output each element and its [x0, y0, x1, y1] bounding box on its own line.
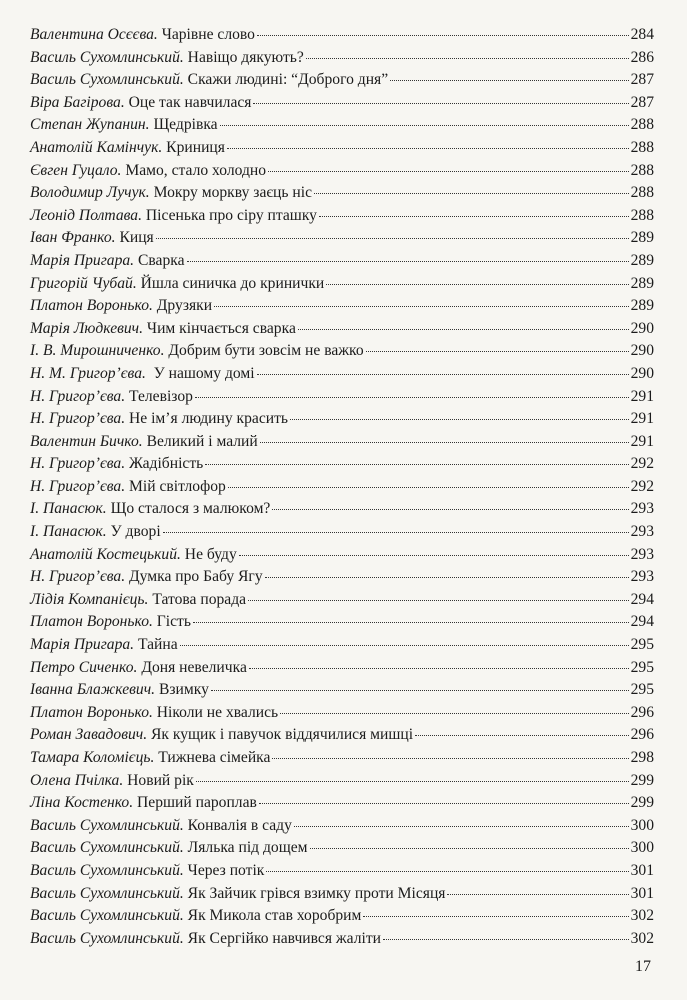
- toc-entry: [30, 657, 654, 680]
- entry-author: Роман Завадович.: [30, 726, 148, 744]
- toc-entry: [30, 476, 654, 499]
- entry-author: Н. Григор’єва.: [30, 387, 126, 405]
- entry-page-number: 288: [630, 138, 654, 156]
- dot-leader: [249, 668, 629, 669]
- entry-author: Валентина Осєєва.: [30, 26, 158, 43]
- dot-leader: [266, 871, 628, 872]
- entry-author: Олена Пчілка.: [30, 771, 124, 789]
- entry-title: Чарівне слово: [157, 26, 255, 43]
- entry-page-number: 295: [630, 636, 654, 654]
- dot-leader: [214, 306, 629, 307]
- entry-author: Євген Гуцало.: [30, 161, 122, 179]
- toc-entry: [30, 566, 654, 589]
- dot-leader: [272, 509, 628, 510]
- entry-title: Конвалія в саду: [183, 816, 292, 834]
- entry-page-number: 291: [630, 410, 654, 428]
- entry-author: Лідія Компанієць.: [30, 590, 149, 608]
- entry-title: Що сталося з малюком?: [106, 500, 271, 518]
- entry-page-number: 302: [630, 907, 654, 925]
- entry-title: Тайна: [134, 636, 178, 654]
- toc-entry: [30, 408, 654, 431]
- entry-page-number: 296: [630, 703, 654, 721]
- entry-author: Іванна Блажкевич.: [30, 681, 156, 699]
- entry-page-number: 288: [630, 116, 654, 134]
- entry-title: Лялька під дощем: [183, 839, 308, 857]
- entry-author: Василь Сухомлинський.: [30, 907, 184, 925]
- entry-title: Великий і малий: [142, 432, 258, 450]
- toc-entry: [30, 205, 654, 228]
- entry-title: Тижнева сімейка: [154, 749, 271, 766]
- entry-title: Не ім’я людину красить: [125, 410, 289, 428]
- entry-author: Н. Григор’єва.: [30, 568, 126, 586]
- dot-leader: [253, 103, 628, 104]
- toc-entry: [30, 137, 654, 160]
- toc-entry: [30, 24, 654, 47]
- toc-entry: [30, 679, 654, 702]
- toc-entry: [30, 589, 654, 612]
- toc-entry: [30, 160, 654, 183]
- entry-author: Іван Франко.: [30, 229, 116, 247]
- toc-entry: [30, 227, 654, 250]
- toc-entry: [30, 250, 654, 273]
- entry-title: Пісенька про сіру пташку: [142, 206, 317, 224]
- entry-author: Василь Сухомлинський.: [30, 816, 184, 834]
- entry-title: Жадібність: [125, 455, 204, 473]
- entry-page-number: 293: [630, 523, 654, 541]
- entry-page-number: 291: [630, 432, 654, 450]
- toc-entry: [30, 318, 654, 341]
- toc-entry: [30, 724, 654, 747]
- entry-page-number: 299: [630, 794, 654, 812]
- dot-leader: [193, 622, 629, 623]
- toc-entry: [30, 295, 654, 318]
- dot-leader: [415, 735, 629, 736]
- dot-leader: [205, 464, 628, 465]
- toc-entry: [30, 905, 654, 928]
- dot-leader: [363, 916, 628, 917]
- dot-leader: [259, 803, 629, 804]
- entry-author: І. Панасюк.: [30, 500, 107, 518]
- entry-page-number: 288: [630, 161, 654, 179]
- entry-page-number: 288: [630, 184, 654, 202]
- entry-author: Василь Сухомлинський.: [30, 861, 184, 879]
- entry-page-number: 301: [630, 861, 654, 879]
- entry-page-number: 293: [630, 500, 654, 518]
- entry-page-number: 295: [630, 658, 654, 676]
- toc-entry: [30, 273, 654, 296]
- entry-author: Василь Сухомлинський.: [30, 839, 184, 857]
- dot-leader: [298, 329, 629, 330]
- entry-author: І. В. Мирошниченко.: [30, 342, 165, 360]
- entry-author: Ліна Костенко.: [30, 794, 134, 812]
- entry-author: Леонід Полтава.: [30, 206, 143, 224]
- dot-leader: [268, 171, 629, 172]
- entry-title: Доня невеличка: [137, 658, 247, 676]
- entry-author: Платон Воронько.: [30, 613, 153, 631]
- dot-leader: [280, 713, 628, 714]
- entry-title: Татова порада: [148, 590, 247, 608]
- entry-author: Володимир Лучук.: [30, 184, 150, 202]
- dot-leader: [314, 193, 629, 194]
- dot-leader: [310, 848, 629, 849]
- entry-title: Чим кінчається сварка: [143, 319, 296, 337]
- entry-author: Марія Пригара.: [30, 636, 135, 654]
- dot-leader: [248, 600, 629, 601]
- toc-entry: [30, 544, 654, 567]
- entry-page-number: 293: [630, 545, 654, 563]
- entry-title: Мокру моркву заєць ніс: [149, 184, 313, 202]
- entry-author: Василь Сухомлинський.: [30, 929, 184, 947]
- entry-page-number: 295: [630, 681, 654, 699]
- dot-leader: [326, 284, 628, 285]
- entry-page-number: 292: [630, 477, 654, 495]
- entry-title: Скажи людині: “Доброго дня”: [183, 71, 389, 89]
- entry-title: Криниця: [162, 138, 225, 156]
- entry-page-number: 300: [630, 816, 654, 834]
- dot-leader: [195, 397, 629, 398]
- entry-author: Тамара Коломієць.: [30, 749, 155, 766]
- entry-page-number: 290: [630, 364, 654, 382]
- entry-title: Думка про Бабу Ягу: [125, 568, 263, 586]
- dot-leader: [383, 939, 629, 940]
- entry-page-number: 288: [630, 206, 654, 224]
- entry-author: Анатолій Камінчук.: [30, 138, 163, 156]
- table-of-contents: [30, 24, 654, 950]
- entry-title: Гість: [152, 613, 191, 631]
- toc-entry: [30, 815, 654, 838]
- dot-leader: [187, 261, 629, 262]
- toc-entry: [30, 498, 654, 521]
- dot-leader: [272, 758, 628, 759]
- entry-author: Н. Григор’єва.: [30, 410, 126, 428]
- entry-title: Не буду: [180, 545, 237, 563]
- entry-page-number: 291: [630, 387, 654, 405]
- entry-page-number: 290: [630, 342, 654, 360]
- entry-title: У дворі: [106, 523, 161, 541]
- entry-title: Як Зайчик грівся взимку проти Місяця: [183, 884, 446, 902]
- entry-author: Н. М. Григор’єва.: [30, 364, 146, 382]
- entry-page-number: 289: [630, 229, 654, 247]
- dot-leader: [306, 58, 629, 59]
- entry-author: Платон Воронько.: [30, 703, 153, 721]
- entry-title: Телевізор: [125, 387, 193, 405]
- toc-entry: [30, 431, 654, 454]
- toc-entry: [30, 634, 654, 657]
- toc-entry: [30, 770, 654, 793]
- dot-leader: [290, 419, 629, 420]
- dot-leader: [227, 148, 629, 149]
- toc-entry: [30, 928, 654, 951]
- entry-author: Петро Сиченко.: [30, 658, 138, 676]
- entry-author: Василь Сухомлинський.: [30, 48, 184, 66]
- entry-title: Сварка: [134, 251, 185, 269]
- entry-title: Новий рік: [123, 771, 194, 789]
- toc-entry: [30, 69, 654, 92]
- entry-page-number: 296: [630, 726, 654, 744]
- toc-entry: [30, 182, 654, 205]
- entry-page-number: 293: [630, 568, 654, 586]
- entry-title: Йшла синичка до кринички: [136, 274, 325, 292]
- dot-leader: [447, 894, 628, 895]
- dot-leader: [257, 374, 629, 375]
- entry-page-number: 286: [630, 48, 654, 66]
- entry-title: Мій світлофор: [125, 477, 226, 495]
- entry-title: Киця: [115, 229, 154, 247]
- entry-title: Щедрівка: [149, 116, 218, 134]
- entry-page-number: 294: [630, 613, 654, 631]
- entry-author: Валентин Бичко.: [30, 432, 143, 450]
- entry-title: Навіщо дякують?: [183, 48, 304, 66]
- dot-leader: [260, 442, 629, 443]
- dot-leader: [196, 781, 629, 782]
- page-number: 17: [635, 958, 651, 975]
- dot-leader: [228, 487, 629, 488]
- dot-leader: [220, 125, 629, 126]
- toc-entry: [30, 702, 654, 725]
- entry-title: Як Сергійко навчився жаліти: [183, 929, 382, 947]
- toc-entry: [30, 860, 654, 883]
- dot-leader: [163, 532, 629, 533]
- entry-author: Н. Григор’єва.: [30, 477, 126, 495]
- entry-title: Друзяки: [152, 297, 213, 315]
- entry-title: Мамо, стало холодно: [121, 161, 267, 179]
- toc-entry: [30, 386, 654, 409]
- entry-page-number: 289: [630, 297, 654, 315]
- toc-entry: [30, 883, 654, 906]
- entry-page-number: 300: [630, 839, 654, 857]
- entry-author: Василь Сухомлинський.: [30, 884, 184, 902]
- toc-entry: [30, 837, 654, 860]
- entry-title: Добрим бути зовсім не важко: [164, 342, 364, 360]
- dot-leader: [319, 216, 629, 217]
- toc-entry: [30, 747, 654, 770]
- entry-author: Н. Григор’єва.: [30, 455, 126, 473]
- entry-author: Платон Воронько.: [30, 297, 153, 315]
- entry-title: Взимку: [155, 681, 209, 699]
- entry-page-number: 299: [630, 771, 654, 789]
- entry-author: Марія Пригара.: [30, 251, 135, 269]
- entry-page-number: 290: [630, 319, 654, 337]
- entry-page-number: 298: [630, 749, 654, 766]
- entry-author: Анатолій Костецький.: [30, 545, 181, 563]
- entry-page-number: 287: [630, 93, 654, 111]
- entry-title: Ніколи не хвались: [152, 703, 279, 721]
- toc-entry: [30, 340, 654, 363]
- entry-page-number: 289: [630, 274, 654, 292]
- toc-entry: [30, 363, 654, 386]
- toc-entry: [30, 47, 654, 70]
- toc-entry: [30, 611, 654, 634]
- entry-author: Віра Багірова.: [30, 93, 125, 111]
- entry-author: Василь Сухомлинський.: [30, 71, 184, 89]
- entry-title: Оце так навчилася: [124, 93, 252, 111]
- toc-entry: [30, 453, 654, 476]
- entry-author: Григорій Чубай.: [30, 274, 137, 292]
- dot-leader: [180, 645, 629, 646]
- entry-title: У нашому домі: [145, 364, 255, 382]
- entry-author: І. Панасюк.: [30, 523, 107, 541]
- entry-page-number: 301: [630, 884, 654, 902]
- entry-title: Як Микола став хоробрим: [183, 907, 362, 925]
- entry-page-number: 294: [630, 590, 654, 608]
- entry-page-number: 289: [630, 251, 654, 269]
- entry-title: Через потік: [183, 861, 265, 879]
- toc-entry: [30, 92, 654, 115]
- entry-title: Перший пароплав: [133, 794, 257, 812]
- entry-page-number: 302: [630, 929, 654, 947]
- dot-leader: [366, 351, 629, 352]
- dot-leader: [294, 826, 629, 827]
- toc-entry: [30, 792, 654, 815]
- dot-leader: [390, 80, 628, 81]
- entry-page-number: 287: [630, 71, 654, 89]
- entry-title: Як кущик і павучок віддячилися мишці: [147, 726, 414, 744]
- dot-leader: [211, 690, 629, 691]
- toc-entry: [30, 114, 654, 137]
- toc-entry: [30, 521, 654, 544]
- dot-leader: [156, 238, 629, 239]
- dot-leader: [257, 35, 629, 36]
- dot-leader: [265, 577, 629, 578]
- entry-author: Марія Людкевич.: [30, 319, 144, 337]
- entry-page-number: 284: [630, 26, 654, 43]
- entry-author: Степан Жупанин.: [30, 116, 150, 134]
- entry-page-number: 292: [630, 455, 654, 473]
- dot-leader: [239, 555, 629, 556]
